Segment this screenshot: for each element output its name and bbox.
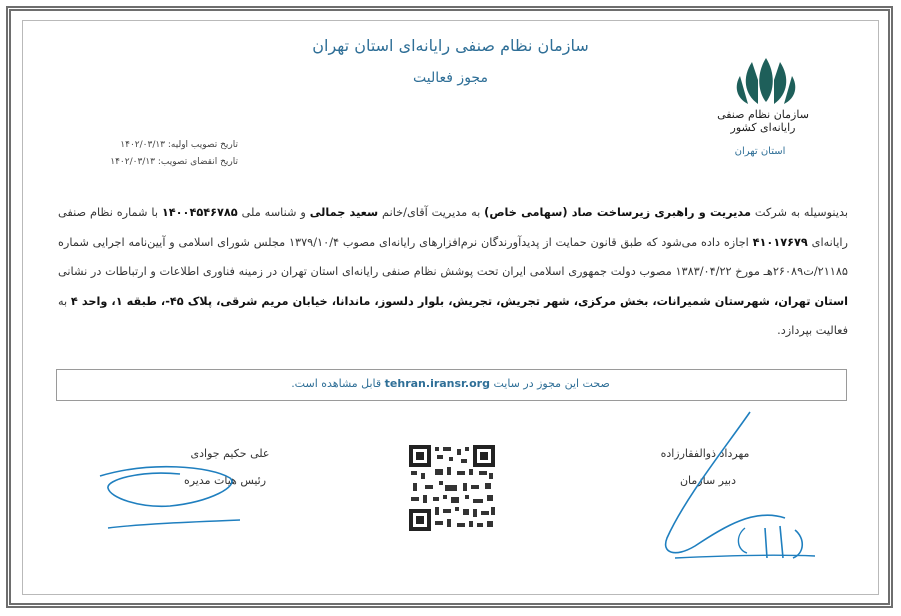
verification-text [0, 377, 901, 390]
verification-after: قابل مشاهده است. [291, 377, 382, 390]
qr-code-icon [407, 443, 497, 533]
manager-name: سعید جمالی [309, 206, 379, 219]
chairman-signature-icon [90, 456, 250, 536]
company-name: مدیریت و راهبری زیرساخت صاد (سهامی خاص) [484, 206, 751, 219]
logo-caption: سازمان نظام صنفی رایانه‌ای کشور [717, 108, 809, 134]
dates-block [58, 137, 238, 171]
organization-title: سازمان نظام صنفی رایانه‌ای استان تهران [312, 36, 589, 55]
logo-province: استان تهران [734, 146, 786, 157]
verification-site-link[interactable]: tehran.iransr.org [384, 377, 490, 390]
body-part-5: اجازه داده می‌شود که طبق قانون حمایت از پدیدآورندگان نرم‌افزارهای رایانه‌ای مصوب ۱۳۷۹/۱۰/۴ مجلس شورای اسلامی و آیین‌نامه اجرایی شماره ۲۱۱۸۵/ت۲۶۰۸۹هـ مورخ ۱۳۸۳/۰۴/۲۲ مصوب دولت جمهوری اسلامی ایران تحت پوشش نظام صنفی رایانه‌ای استان تهران در زمینه فناوری اطلاعات و ارتباطات در نشانی [58, 235, 848, 278]
guild-number: ۴۱۰۱۷۶۷۹ [752, 235, 808, 249]
body-part-2: به مدیریت آقای/خانم [382, 206, 481, 219]
license-body [58, 198, 848, 346]
chairman-name: علی حکیم جوادی [190, 447, 270, 460]
national-id: ۱۴۰۰۴۵۴۶۷۸۵ [161, 206, 238, 219]
body-part-3: و شناسه ملی [241, 206, 306, 219]
body-part-1: بدینوسیله به شرکت [754, 206, 849, 219]
verification-before: صحت این مجوز در سایت [493, 377, 610, 390]
chairman-title: رئیس هیات مدیره [183, 474, 267, 487]
secretary-signature-icon [655, 408, 825, 578]
body-part-6: به فعالیت بپردازد. [58, 294, 848, 337]
business-address: استان تهران، شهرستان شمیرانات، بخش مرکزی، شهر تجریش، تجریش، بلوار دلسوز، ماندانا، خیابان مریم شرقی، پلاک ۴۵-، طبقه ۱، واحد ۴ [70, 294, 848, 308]
first-approval-date: تاریخ تصویب اولیه: ۱۴۰۲/۰۳/۱۳ [120, 140, 238, 150]
document-title: مجوز فعالیت [413, 70, 488, 86]
secretary-title: دبیر سازمان [679, 474, 737, 487]
secretary-name: مهرداد ذوالفقارزاده [660, 447, 750, 460]
expiry-date: تاریخ انقضای تصویب: ۱۴۰۲/۰۳/۱۳ [110, 157, 238, 167]
body-part-4: با شماره نظام صنفی رایانه‌ای [58, 206, 848, 249]
